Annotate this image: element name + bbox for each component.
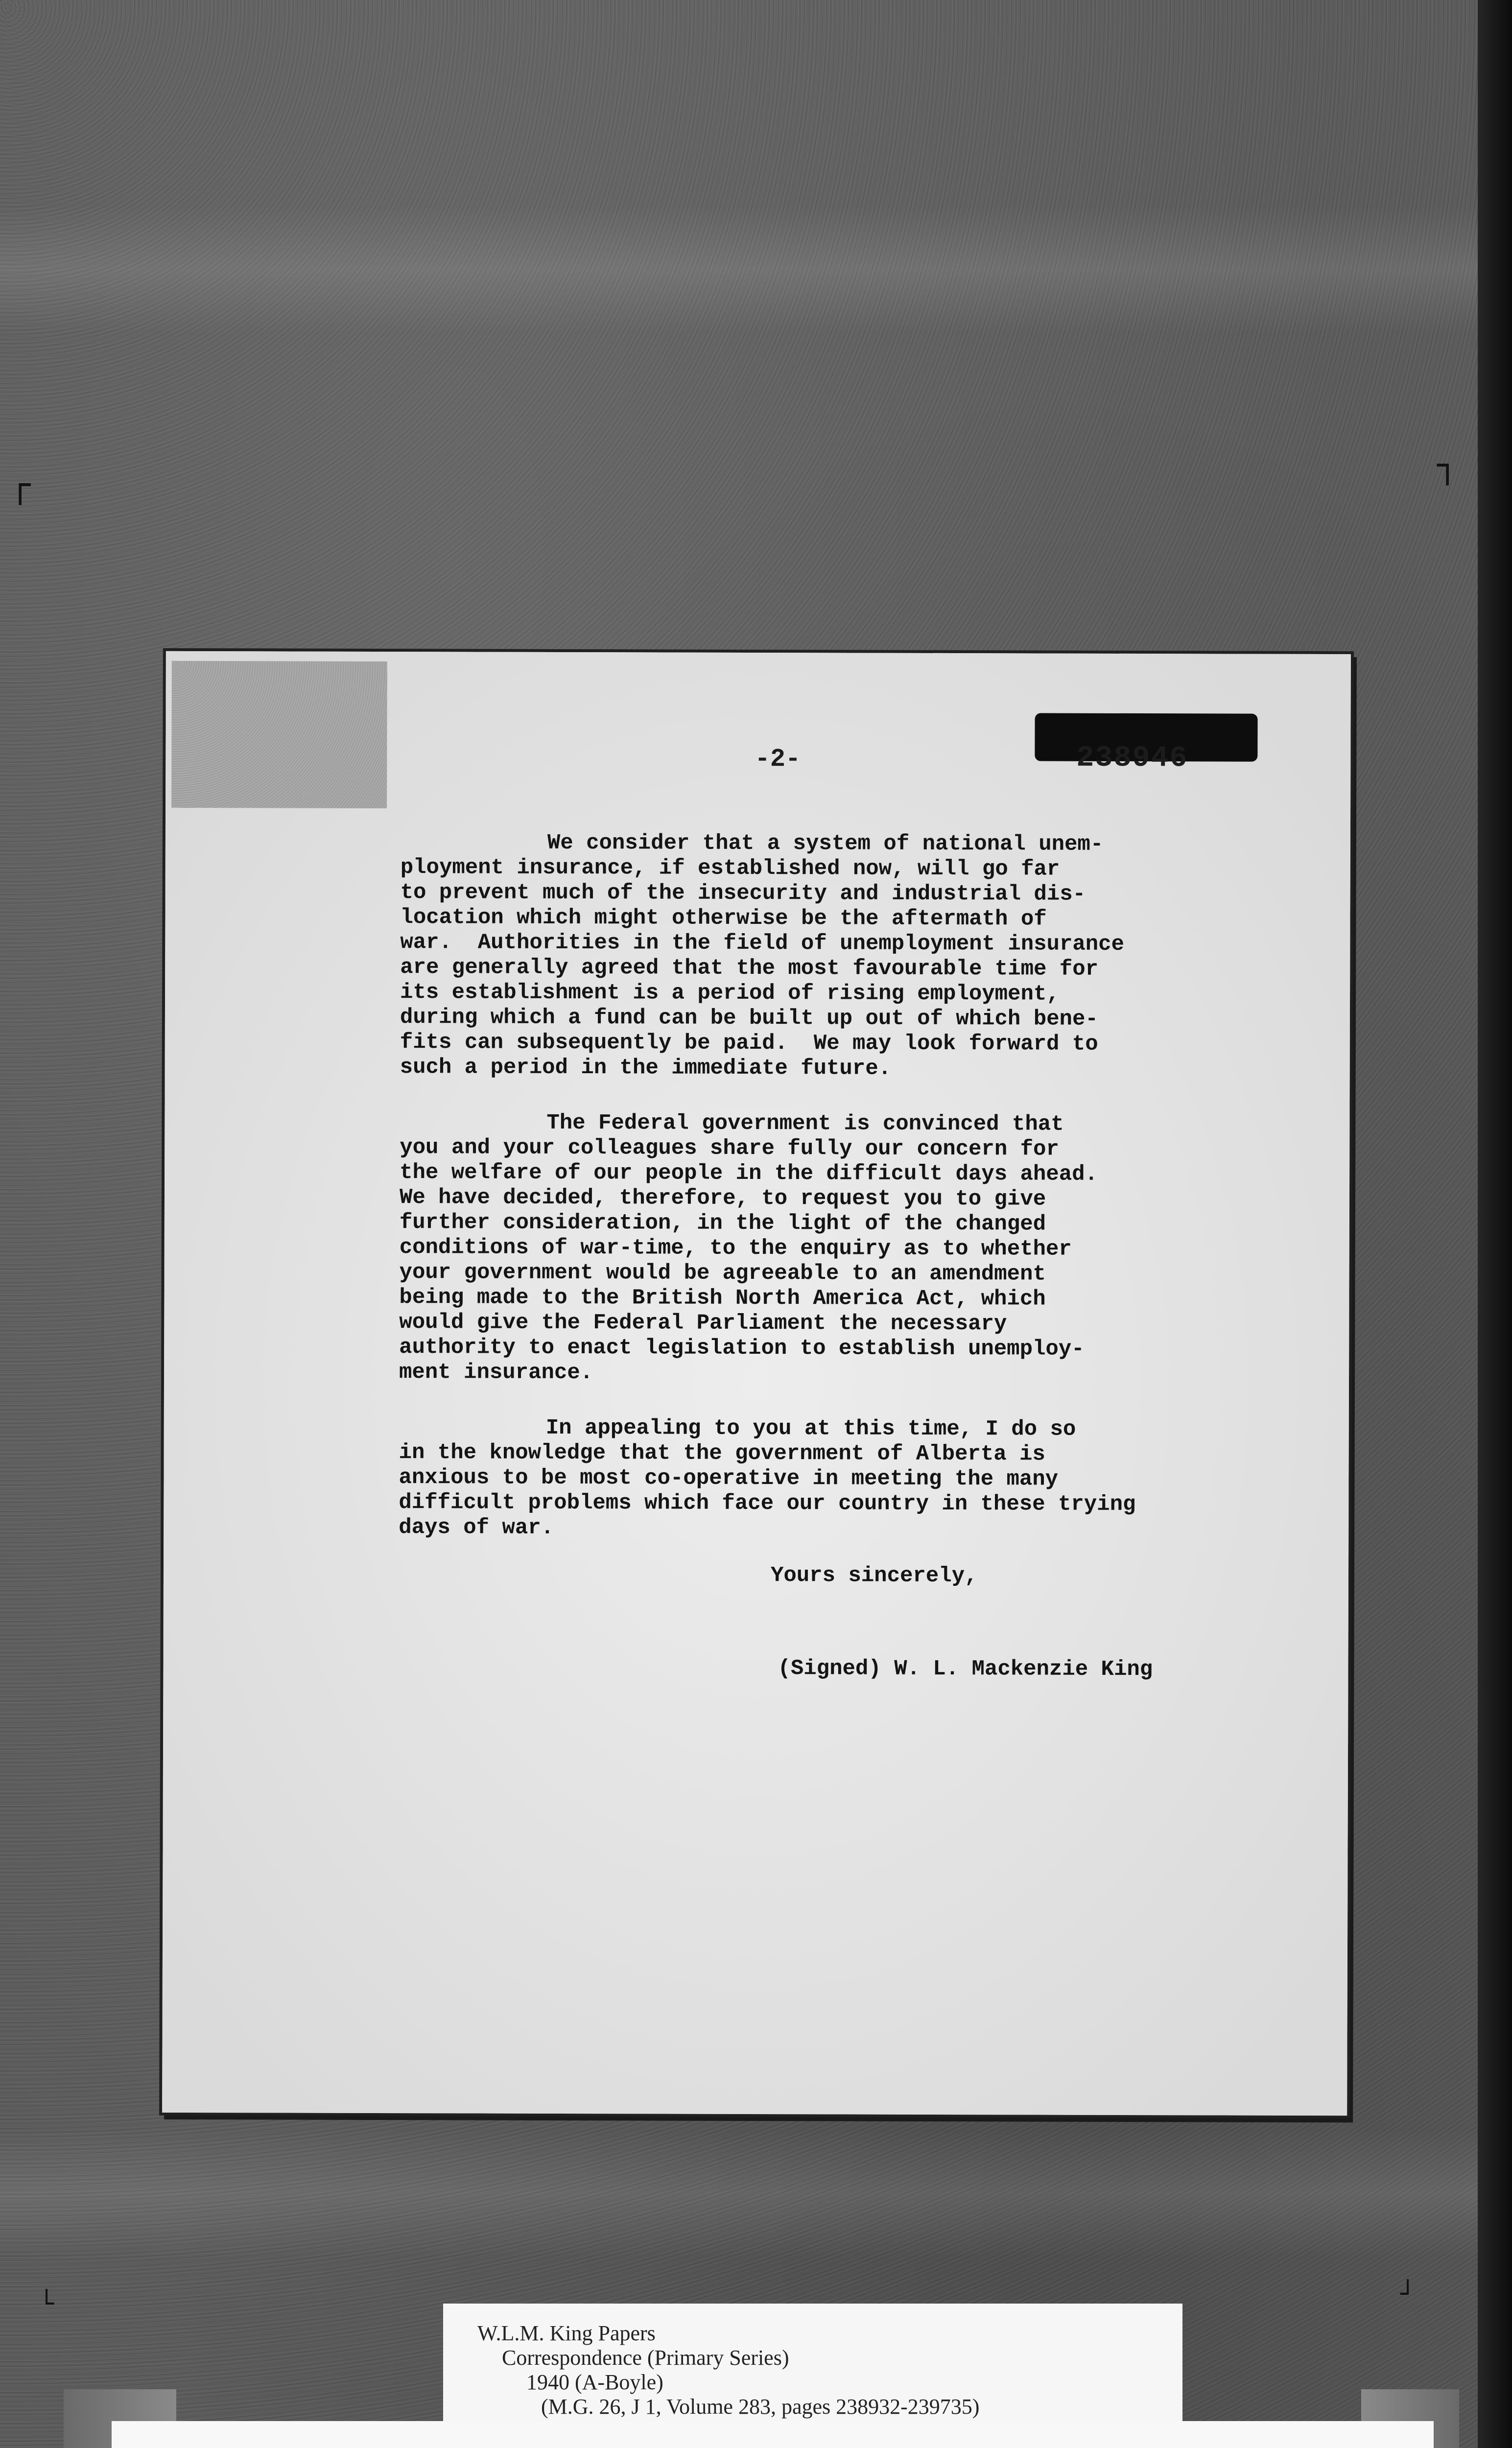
text-line: We consider that a system of national unem- (547, 830, 1104, 857)
signature-line: (Signed) W. L. Mackenzie King (778, 1656, 1153, 1682)
text-line: its establishment is a period of rising employment, (400, 980, 1060, 1007)
corner-mark: ┘ (1400, 2280, 1416, 2308)
text-line: anxious to be most co-operative in meeting the many (399, 1465, 1059, 1492)
letter-body (399, 830, 1326, 1573)
stamp-patch (171, 661, 387, 808)
text-line: during which a fund can be built up out of which bene- (400, 1005, 1098, 1032)
paragraph-3 (399, 1415, 1324, 1543)
text-line: would give the Federal Parliament the necessary (399, 1310, 1007, 1337)
text-line: ment insurance. (399, 1360, 593, 1386)
text-line: conditions of war-time, to the enquiry as to whether (399, 1235, 1072, 1262)
reference-line: W.L.M. King Papers (477, 2321, 656, 2345)
text-line: such a period in the immediate future. (400, 1055, 892, 1081)
reference-card (443, 2304, 1182, 2431)
paragraph-1 (400, 830, 1326, 1083)
text-line: the welfare of our people in the difficult days ahead. (400, 1160, 1098, 1187)
text-line: authority to enact legislation to establish unemploy- (399, 1335, 1085, 1362)
text-line: you and your colleagues share fully our concern for (400, 1135, 1059, 1162)
archives-label (112, 2421, 1434, 2448)
folio-number: 238946 (1076, 741, 1188, 776)
text-line: your government would be agreeable to an amendment (399, 1260, 1046, 1287)
reference-line: 1940 (A-Boyle) (526, 2370, 663, 2394)
text-line: are generally agreed that the most favourable time for (400, 955, 1099, 982)
scan-light-band (0, 206, 1478, 333)
text-line: in the knowledge that the government of Alberta is (399, 1440, 1045, 1467)
letter-page (162, 651, 1351, 2116)
paragraph-2 (399, 1110, 1325, 1388)
corner-mark: └ (39, 2289, 54, 2318)
reference-line: Correspondence (Primary Series) (502, 2346, 789, 2370)
text-line: being made to the British North America Act, which (399, 1285, 1046, 1312)
corner-mark: ┌ (10, 465, 31, 505)
scan-light-band (0, 2130, 1478, 2257)
corner-mark: ┐ (1437, 445, 1458, 485)
text-line: ployment insurance, if established now, will go far (400, 855, 1060, 882)
reference-line: (M.G. 26, J 1, Volume 283, pages 238932-239735) (541, 2395, 980, 2419)
text-line: In appealing to you at this time, I do so (545, 1415, 1076, 1442)
page-number: -2- (755, 744, 801, 774)
film-edge (1478, 0, 1512, 2448)
text-line: difficult problems which face our country in these trying (399, 1490, 1136, 1517)
text-line: days of war. (399, 1515, 554, 1540)
closing: Yours sincerely, (770, 1563, 978, 1589)
text-line: fits can subsequently be paid. We may look forward to (400, 1030, 1098, 1057)
text-line: The Federal government is convinced that (546, 1110, 1064, 1137)
text-line: further consideration, in the light of the changed (399, 1210, 1046, 1237)
text-line: war. Authorities in the field of unemployment insurance (400, 930, 1125, 957)
text-line: location which might otherwise be the aftermath of (400, 905, 1047, 932)
text-line: to prevent much of the insecurity and industrial dis- (400, 880, 1086, 907)
text-line: We have decided, therefore, to request you to give (399, 1185, 1046, 1212)
